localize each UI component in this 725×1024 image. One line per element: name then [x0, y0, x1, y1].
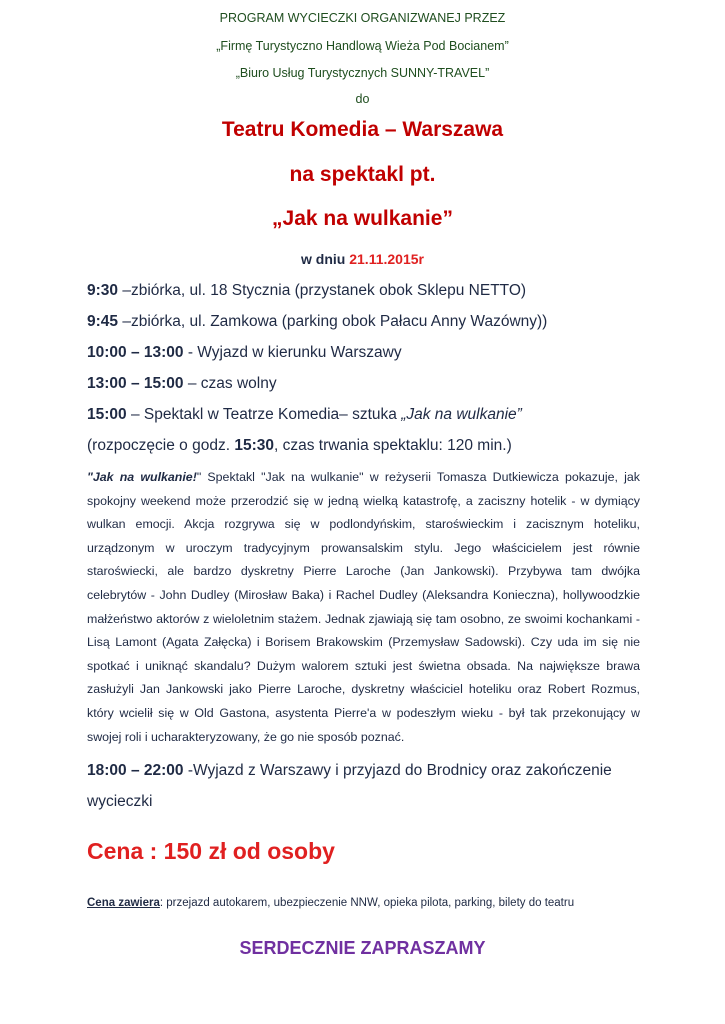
schedule-item — [87, 313, 647, 331]
schedule-item — [87, 282, 647, 300]
schedule-item — [87, 406, 647, 424]
header-line-to: do — [355, 92, 370, 106]
schedule-text: –zbiórka, ul. 18 Stycznia (przystanek obok Sklepu NETTO) — [118, 282, 527, 299]
schedule-time: 13:00 – 15:00 — [87, 375, 184, 392]
schedule-time: 9:30 — [87, 282, 119, 299]
schedule-item — [87, 375, 647, 393]
return-line — [87, 762, 647, 780]
play-title-italic: „Jak na wulkanie” — [401, 406, 522, 423]
start-note-before: (rozpoczęcie o godz. — [87, 437, 235, 454]
schedule-text: –zbiórka, ul. Zamkowa (parking obok Pałacu Anny Wazówny)) — [118, 313, 548, 330]
schedule-time: 15:00 — [87, 406, 127, 423]
start-note — [87, 437, 647, 455]
header-line-company: „Firmę Turystyczno Handlową Wieża Pod Bocianem” — [216, 39, 509, 53]
return-text: -Wyjazd z Warszawy i przyjazd do Brodnicy oraz zakończenie — [183, 762, 612, 779]
start-note-after: , czas trwania spektaklu: 120 min.) — [273, 437, 512, 454]
description-title: "Jak na wulkanie! — [87, 470, 197, 484]
includes-text: : przejazd autokarem, ubezpieczenie NNW, opieka pilota, parking, bilety do teatru — [159, 897, 575, 909]
date-value: 21.11.2015r — [349, 251, 424, 267]
title-play-intro: na spektakl pt. — [289, 163, 436, 186]
play-description — [87, 466, 640, 749]
title-play-name: „Jak na wulkanie” — [272, 207, 453, 230]
title-theatre: Teatru Komedia – Warszawa — [221, 118, 504, 141]
schedule-item — [87, 344, 647, 362]
invitation: SERDECZNIE ZAPRASZAMY — [239, 938, 486, 958]
date-line — [0, 251, 725, 267]
schedule-text: – Spektakl w Teatrze Komedia– sztuka — [126, 406, 402, 423]
return-time: 18:00 – 22:00 — [87, 762, 184, 779]
header-line-agency: „Biuro Usług Turystycznych SUNNY-TRAVEL” — [235, 66, 490, 80]
price: Cena : 150 zł od osoby — [87, 838, 335, 864]
start-note-time: 15:30 — [234, 437, 274, 454]
includes-label: Cena zawiera — [87, 897, 160, 909]
schedule-text: – czas wolny — [183, 375, 277, 392]
schedule-time: 9:45 — [87, 313, 119, 330]
date-prefix: w dniu — [301, 251, 350, 267]
schedule-text: - Wyjazd w kierunku Warszawy — [183, 344, 402, 361]
price-includes — [87, 897, 574, 909]
description-body: " Spektakl "Jak na wulkanie" w reżyserii Tomasza Dutkiewicza pokazuje, jak spokojny weekend może przerodzić się w jedną wielką katastrofę, a zaciszny hotelik - w dymiący wulkan emocji. Akcja rozgrywa się w podlondyńskim, staroświeckim i zacisznym hoteliku, urządzonym w uroczym tradycyjnym prowansalskim stylu. Jego właścicielem jest równie staroświecki, ale bardzo dyskretny Pierre Laroche (Jan Jankowski). Przybywa tam dwójka celebrytów - John Dudley (Mirosław Baka) i Rachel Dudley (Aleksandra Konieczna), hollywoodzkie małżeństwo aktorów z wieloletnim stażem. Jednak zjawiają się tam osobno, ze swoimi kochankami - Lisą Lamont (Agata Załęcka) i Borisem Brakowskim (Przemysław Sadowski). Czy uda im się nie spotkać i uniknąć skandalu? Dużym walorem sztuki jest świetna obsada. Na największe brawa zasłużyli Jan Jankowski jako Pierre Laroche, dyskretny właściciel hoteliku oraz Robert Rozmus, który wcielił się w Old Gastona, asystenta Pierre'a w podeszłym wieku - był tak przekonujący w swojej roli i ucharakteryzowany, że go nie sposób poznać. — [87, 470, 640, 744]
return-line-cont: wycieczki — [87, 793, 153, 810]
header-line-organizer: PROGRAM WYCIECZKI ORGANIZWANEJ PRZEZ — [219, 11, 506, 25]
schedule-time: 10:00 – 13:00 — [87, 344, 184, 361]
